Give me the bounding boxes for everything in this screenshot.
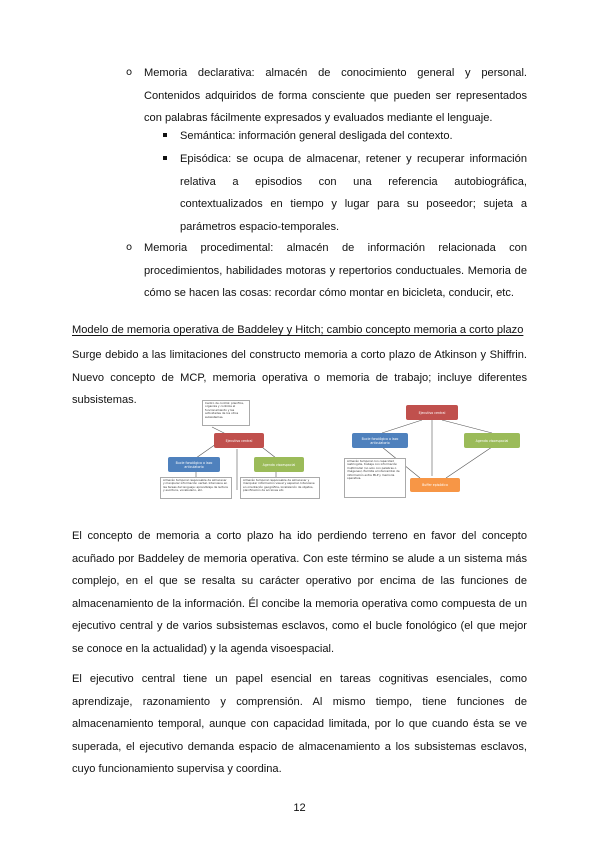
hollow-bullet-icon: o bbox=[126, 242, 133, 253]
intro-paragraph: Surge debido a las limitaciones del constructo memoria a corto plazo de Atkinson y Shiffrin. Nuevo concepto de MCP, memoria operativa o memoria de trabajo; incluye diferentes subsistemas. bbox=[72, 349, 527, 406]
diagram-baddeley-2000 bbox=[342, 400, 526, 500]
diagram-baddeley-hitch-1974 bbox=[156, 400, 324, 500]
box-bucle-fonologico: Bucle fonológico o lazo articulatorio bbox=[168, 457, 220, 472]
paragraph-2: El ejecutivo central tiene un papel esencial en tareas cognitivas esenciales, como aprendizaje, razonamiento y comprensión. Al mismo tiempo, tiene funciones de almacenamiento temporal, aunque con capacidad limitada, por lo que cuando ésta se ve superada, el ejecutivo demanda espacio de almacenamiento a los subsistemas esclavos, cuyo funcionamiento supervisa y coordina. bbox=[72, 673, 527, 775]
note-buffer: Almacén temporal con capacidad restringida, trabaja con información multimodal (no solo con palabras o imágenes). Permite el intercambio de información entre MLP y memoria operativa. bbox=[344, 458, 406, 498]
box-ejecutivo-central: Ejecutivo central bbox=[406, 405, 458, 420]
note-bucle: Almacén temporal responsable de almacenar y manipular información verbal. Interviene en las tareas del lenguaje: aprendizaje de lectura y escritura, vocabulario, etc. bbox=[160, 477, 232, 499]
bullet-procedimental: Memoria procedimental: almacén de información relacionada con procedimientos, habilidades motoras y repertorios conductuales. Memoria de cómo se hacen las cosas: recordar cómo montar en bicicleta, conducir, etc. bbox=[144, 242, 527, 299]
box-buffer-episodico: Buffer episódico bbox=[410, 478, 460, 492]
bullet-episodica: Episódica: se ocupa de almacenar, retener y recuperar información relativa a episodios con una referencia autobiográfica, contextualizados en tiempo y lugar para su poseedor; sujeta a parámetros espacio-temporales. bbox=[180, 153, 527, 233]
bullet-semantica: Semántica: información general desligada del contexto. bbox=[180, 130, 453, 142]
box-agenda-visoespacial: Agenda visoespacial bbox=[464, 433, 520, 448]
square-bullet-icon bbox=[163, 133, 167, 137]
box-ejecutivo-central: Ejecutivo central bbox=[214, 433, 264, 448]
note-agenda: Almacén temporal responsable de almacenar y manipular información visual y espacial. Interviene en orientación geográfica, localización de objetos, planificación de acciones etc. bbox=[240, 477, 320, 499]
hollow-bullet-icon: o bbox=[126, 67, 133, 78]
bullet-declarativa: Memoria declarativa: almacén de conocimiento general y personal. Contenidos adquiridos de forma consciente que pueden ser representados con palabras fácilmente expresados y evaluados mediante el lenguaje. bbox=[144, 67, 527, 124]
paragraph-1: El concepto de memoria a corto plazo ha ido perdiendo terreno en favor del concepto acuñado por Baddeley de memoria operativa. Con este término se alude a un sistema más complejo, en el que se resalta su carácter operativo por encima de las funciones de almacenamiento de la información. Él concibe la memoria operativa como compuesta de un ejecutivo central y de varios subsistemas esclavos, como el bucle fonológico (el que mejor se conoce en la actualidad) y la agenda visoespacial. bbox=[72, 530, 527, 655]
note-central: Centro de control: planifica, organiza y controla el funcionamiento y las actividades de los otros subsistemas. bbox=[202, 400, 250, 426]
square-bullet-icon bbox=[163, 156, 167, 160]
page-number: 12 bbox=[293, 802, 306, 814]
section-heading: Modelo de memoria operativa de Baddeley y Hitch; cambio concepto memoria a corto plazo bbox=[72, 324, 524, 336]
box-agenda-visoespacial: Agenda visoespacial bbox=[254, 457, 304, 472]
box-bucle-fonologico: Bucle fonológico o lazo articulatorio bbox=[352, 433, 408, 448]
